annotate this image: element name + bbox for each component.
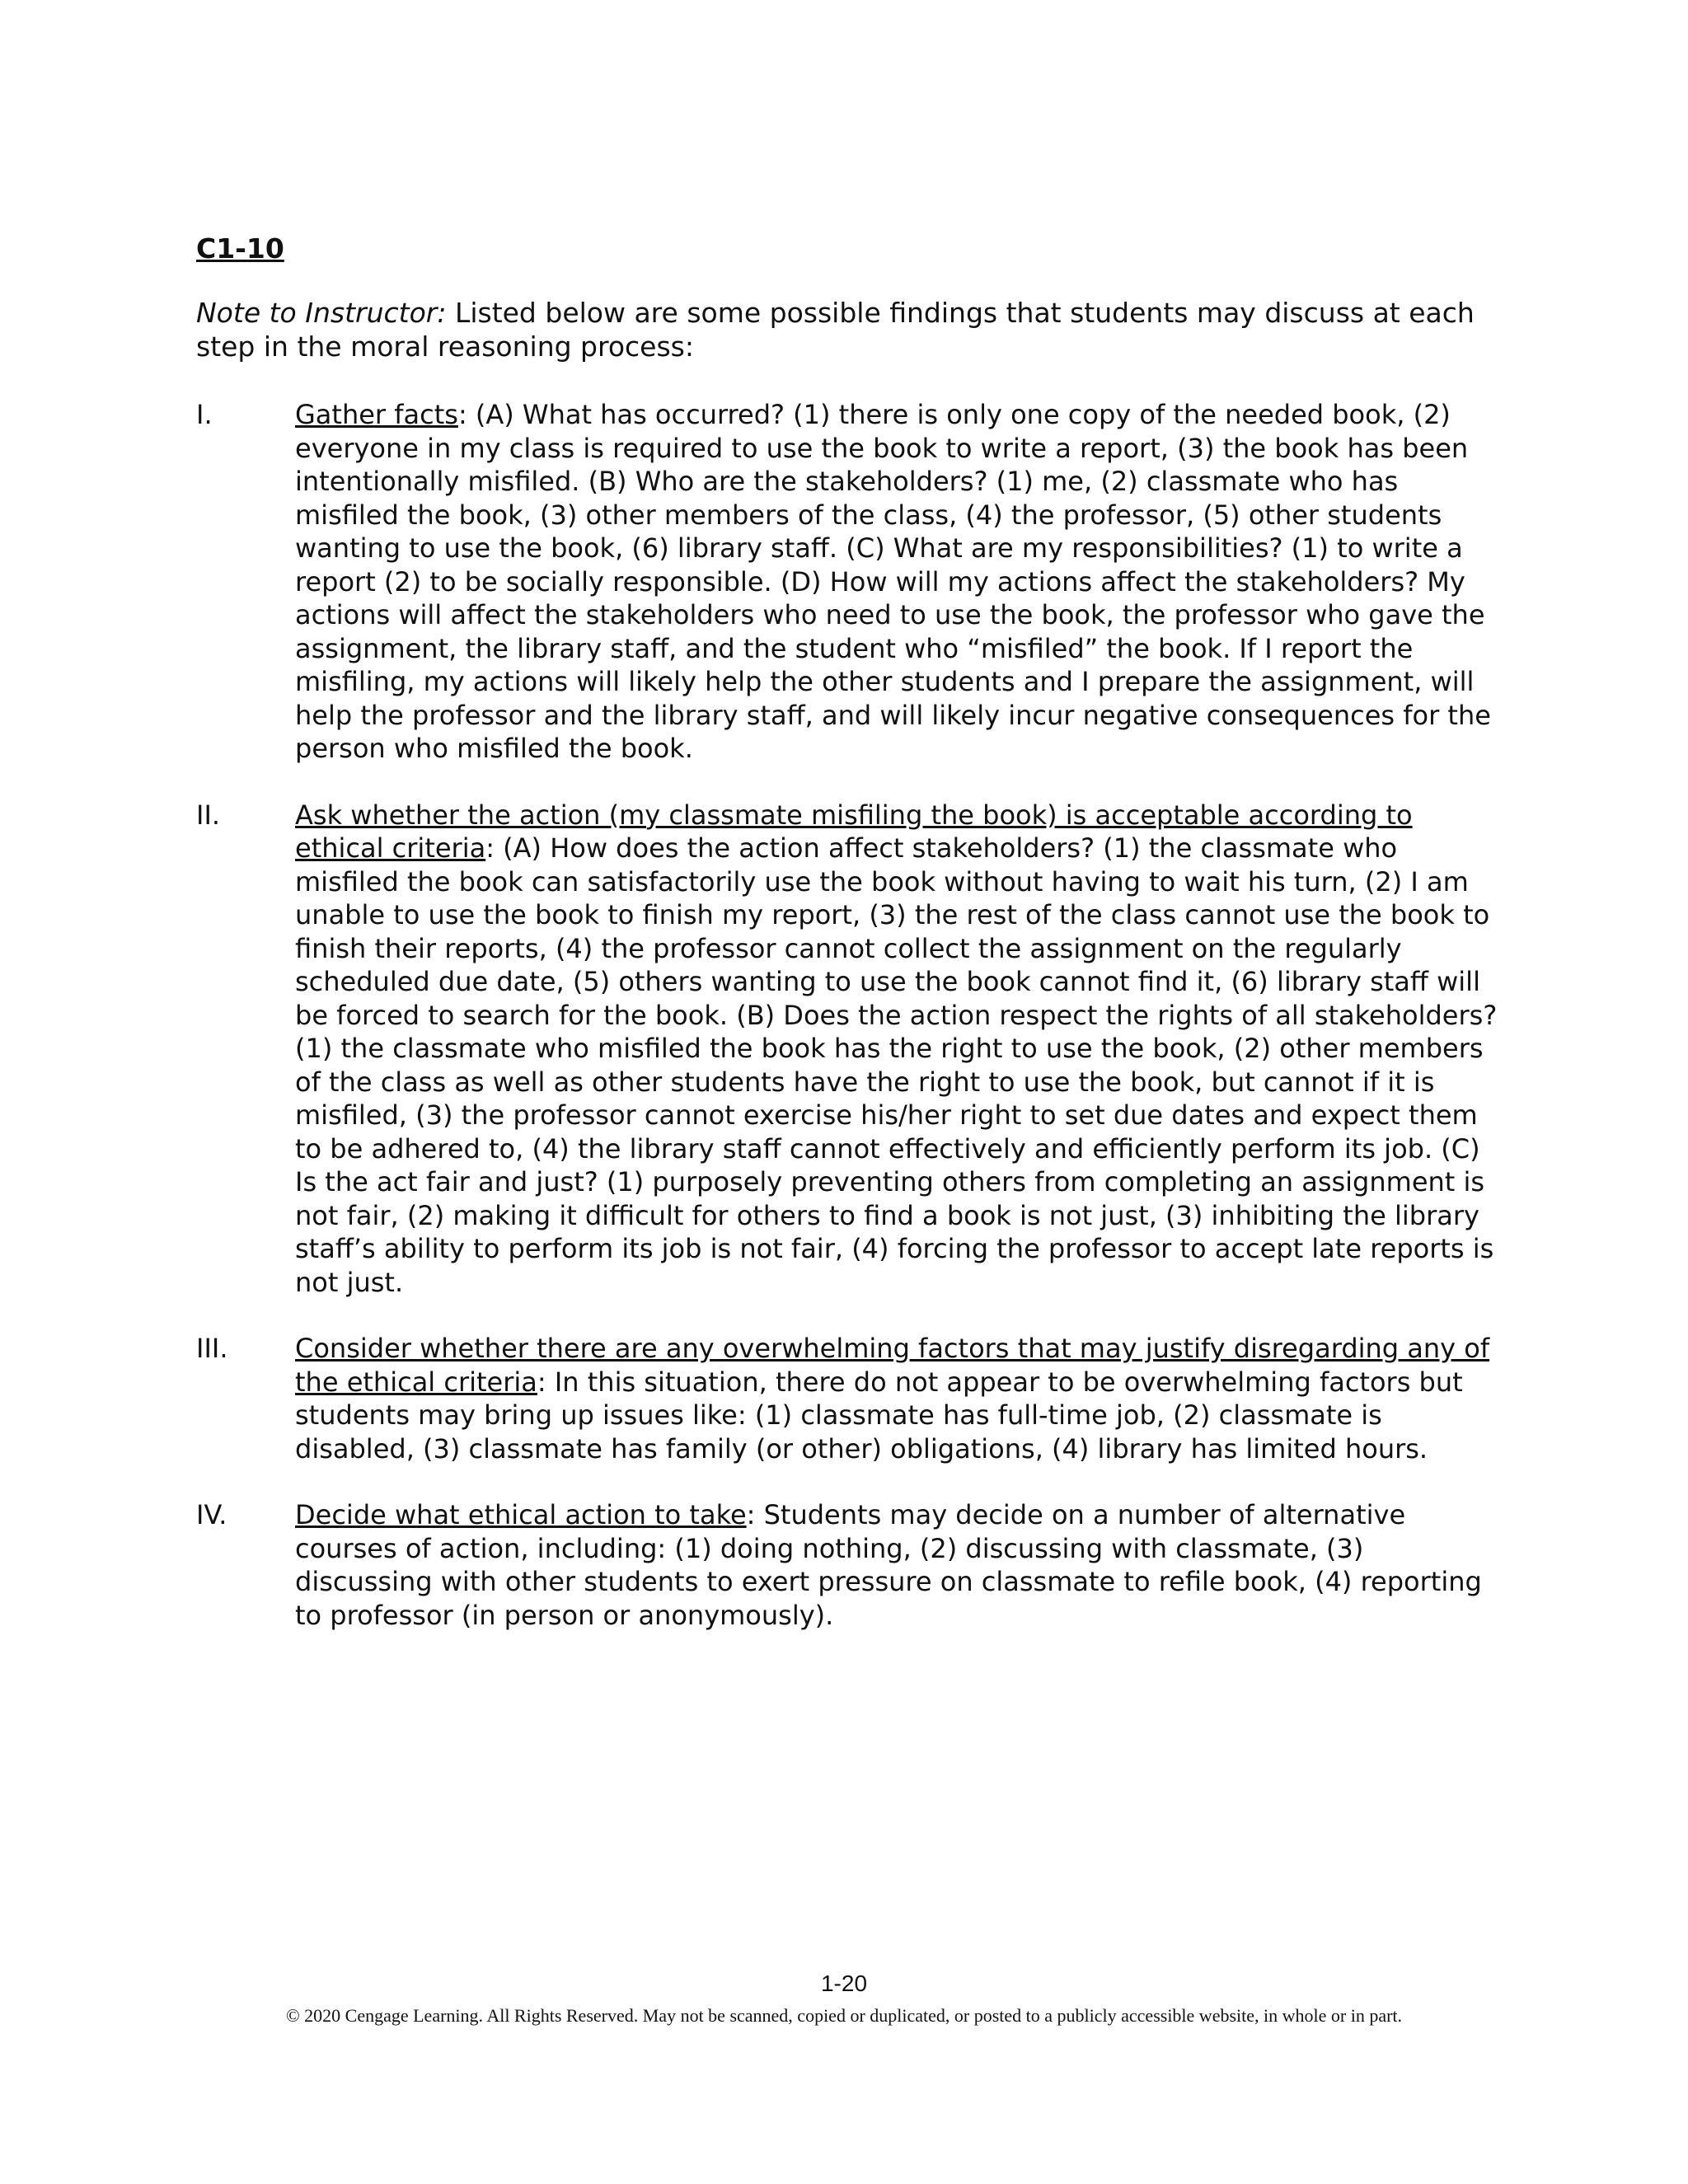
step-text: : (A) How does the action affect stakeholders? (1) the classmate who misfiled the book can satisfactorily use the book without having to wait his turn, (2) I am unable to use the book to finish my report, (3) the rest of the class cannot use the book to finish their reports, (4) the professor cannot collect the assignment on the regularly scheduled due date, (5) others wanting to use the book cannot find it, (6) library staff will be forced to search for the book. (B) Does the action respect the rights of all stakeholders? (1) the classmate who misfiled the book has the right to use the book, (2) other members of the class as well as other students have the right to use the book, but cannot if it is misfiled, (3) the professor cannot exercise his/her right to set due dates and expect them to be adhered to, (4) the library staff cannot effectively and efficiently perform its job. (C) Is the act fair and just? (1) purposely preventing others from completing an assignment is not fair, (2) making it difficult for others to find a book is not just, (3) inhibiting the library staff’s ability to perform its job is not fair, (4) forcing the professor to accept late reports is not just. [295, 832, 1498, 1298]
step-text: : Students may decide on a number of alternative courses of action, including: (1) doing nothing, (2) discussing with classmate, (3) discussing with other students to exert pressure on classmate to refile book, (4) reporting to professor (in person or anonymously). [295, 1499, 1482, 1631]
step-text: : (A) What has occurred? (1) there is only one copy of the needed book, (2) everyone in my class is required to use the book to write a report, (3) the book has been intentionally misfiled. (B) Who are the stakeholders? (1) me, (2) classmate who has misfiled the book, (3) other members of the class, (4) the professor, (5) other students wanting to use the book, (6) library staff. (C) What are my responsibilities? (1) to write a report (2) to be socially responsible. (D) How will my actions affect the stakeholders? My actions will affect the stakeholders who need to use the book, the professor who gave the assignment, the library staff, and the student who “misfiled” the book. If I report the misfiling, my actions will likely help the other students and I prepare the assignment, will help the professor and the library staff, and will likely incur negative consequences for the person who misfiled the book. [295, 399, 1491, 764]
instructor-note [196, 297, 1482, 363]
page-footer [0, 1970, 1688, 2027]
step-item [196, 398, 1498, 766]
step-text: : In this situation, there do not appear to be overwhelming factors but students may bring up issues like: (1) classmate has full-time job, (2) classmate is disabled, (3) classmate has family (or other) obligations, (4) library has limited hours. [295, 1366, 1463, 1465]
step-item [196, 799, 1498, 1300]
step-title: Ask whether the action (my classmate misfiling the book) is acceptable according to ethical criteria [295, 799, 1413, 864]
step-numeral: II. [196, 799, 221, 831]
step-item [196, 1498, 1498, 1632]
step-numeral: I. [196, 399, 213, 430]
instructor-note-text: Listed below are some possible findings that students may discuss at each step in the moral reasoning process: [196, 297, 1475, 363]
step-title: Consider whether there are any overwhelming factors that may justify disregarding any of the ethical criteria [295, 1333, 1490, 1398]
step-title: Decide what ethical action to take [295, 1499, 747, 1530]
page-number: 1-20 [820, 1971, 868, 1996]
moral-reasoning-steps [196, 398, 1498, 1665]
step-body [295, 1498, 1498, 1632]
step-item [196, 1332, 1498, 1465]
step-body [295, 1332, 1498, 1465]
step-body [295, 398, 1498, 766]
step-numeral: III. [196, 1333, 228, 1364]
step-numeral: IV. [196, 1499, 227, 1530]
copyright-notice: © 2020 Cengage Learning. All Rights Reserved. May not be scanned, copied or duplicated, or posted to a publicly accessible website, in whole or in part. [285, 2005, 1403, 2026]
section-heading: C1-10 [196, 232, 284, 265]
step-title: Gather facts [295, 399, 458, 430]
instructor-note-lead: Note to Instructor: [196, 297, 447, 329]
step-body [295, 799, 1498, 1300]
